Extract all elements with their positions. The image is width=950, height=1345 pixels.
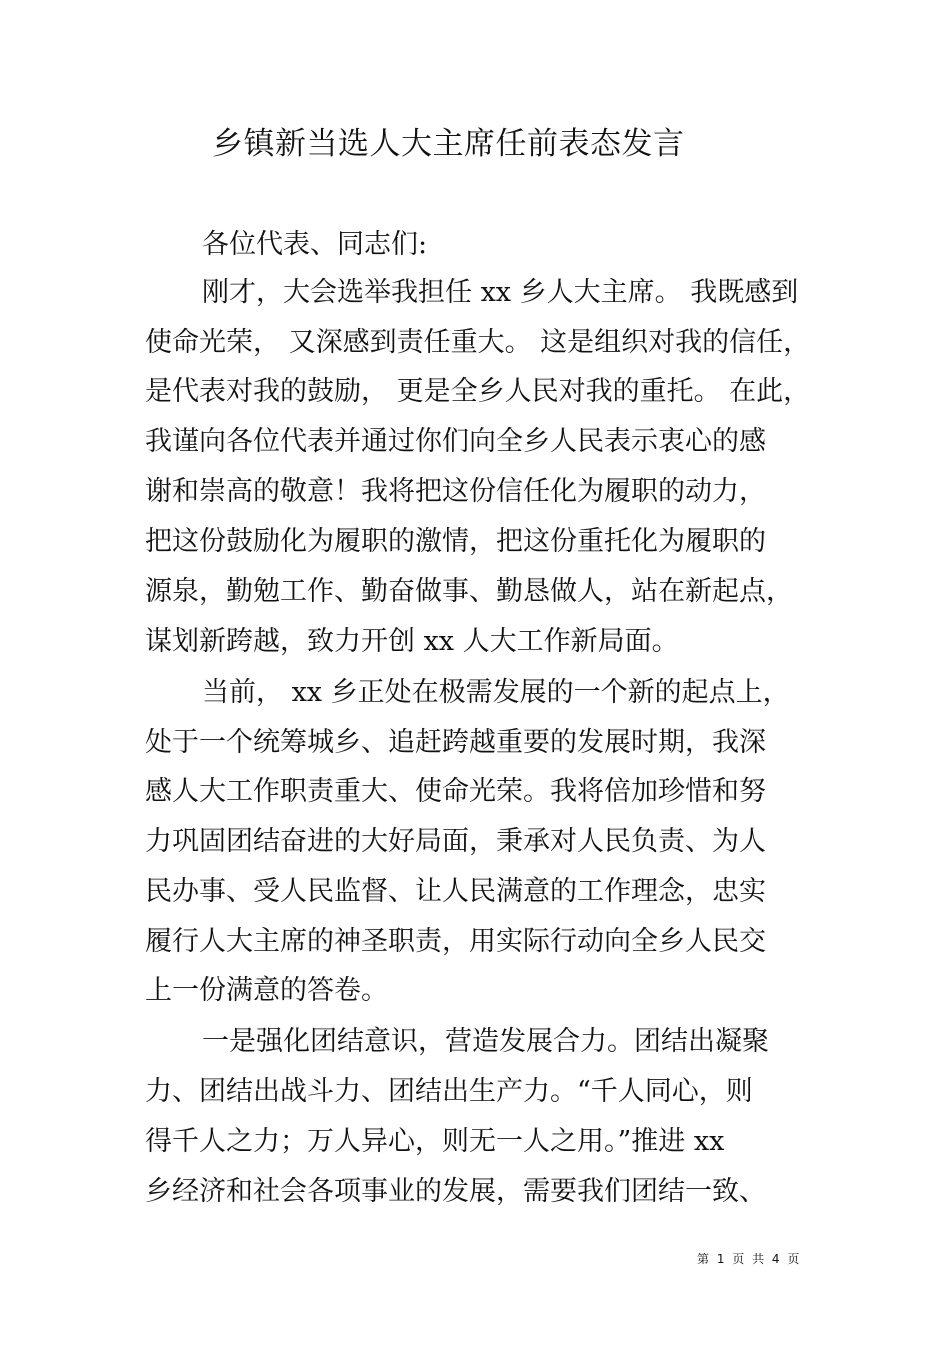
salutation-line: 各位代表、同志们: [202,229,428,260]
body-line: 源泉，勤勉工作、勤奋做事、勤恳做人，站在新起点， [145,576,793,607]
body-line: 谋划新跨越，致力开创 xx 人大工作新局面。 [145,626,679,657]
body-line: 一是强化团结意识，营造发展合力。团结出凝聚 [202,1026,769,1057]
body-line: 感人大工作职责重大、使命光荣。我将倍加珍惜和努 [145,776,766,807]
body-line: 当前， xx 乡正处在极需发展的一个新的起点上， [202,677,790,708]
body-line: 乡经济和社会各项事业的发展，需要我们团结一致、 [145,1176,766,1207]
body-line: 民办事、受人民监督、让人民满意的工作理念，忠实 [145,876,766,907]
body-line: 是代表对我的鼓励， 更是全乡人民对我的重托。 在此， [145,376,811,407]
body-line: 把这份鼓励化为履职的激情，把这份重托化为履职的 [145,526,766,557]
body-line: 力、团结出战斗力、团结出生产力。“千人同心，则 [145,1076,753,1107]
body-line: 使命光荣， 又深感到责任重大。 这是组织对我的信任， [145,327,811,358]
body-line: 我谨向各位代表并通过你们向全乡人民表示衷心的感 [145,426,766,457]
body-line: 刚才，大会选举我担任 xx 乡人大主席。 我既感到 [202,277,799,308]
body-line: 上一份满意的答卷。 [145,975,388,1006]
body-line: 履行人大主席的神圣职责，用实际行动向全乡人民交 [145,926,766,957]
body-line: 处于一个统筹城乡、追赶跨越重要的发展时期，我深 [145,727,766,758]
document-title: 乡镇新当选人大主席任前表态发言 [212,126,685,162]
body-line: 谢和崇高的敬意！我将把这份信任化为履职的动力， [145,476,766,507]
body-line: 得千人之力；万人异心，则无一人之用。”推进 xx [145,1126,725,1157]
body-line: 力巩固团结奋进的大好局面，秉承对人民负责、为人 [145,826,766,857]
page-number-footer: 第 1 页 共 4 页 [697,1252,802,1266]
